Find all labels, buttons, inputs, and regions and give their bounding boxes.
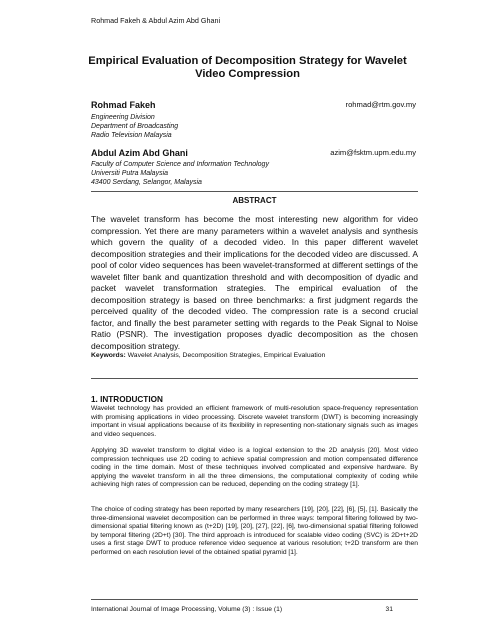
page-footer — [91, 606, 418, 613]
section-heading-introduction: 1. INTRODUCTION — [91, 395, 163, 404]
title-line-1: Empirical Evaluation of Decomposition Strategy for Wavelet — [88, 55, 407, 67]
intro-paragraph-3: The choice of coding strategy has been reported by many researchers [19], [20], [22], [6], [5], [1]. Basically the three-dimensional wavelet decomposition can be performed in three ways: temporal filtering followed by two-dimensional spatial filtering known as (t+2D) [19], [20], [27], [22], [6], two-dimensional spatial filtering followed by temporal filtering (2D+t) [30]. The third approach is introduced for scalable video coding (SVC) is 2D+t+2D uses a first stage DWT to produce reference video sequence at various resolution; t+2D transform are then performed on each resolution level of the obtained spatial pyramid [1]. — [91, 506, 418, 556]
affiliation-line: 43400 Serdang, Selangor, Malaysia — [91, 179, 202, 186]
intro-paragraph-1: Wavelet technology has provided an efficient framework of multi-resolution space-frequency representation with promising applications in video processing. Discrete wavelet transform (DWT) is becoming increasingly important in visual applications because of its flexibility in representing non-stationary signals such as images and video sequences. — [91, 405, 418, 438]
paper-title — [60, 55, 435, 81]
footer-rule — [91, 599, 418, 600]
affiliation-line: Universiti Putra Malaysia — [91, 170, 169, 177]
abstract-bottom-rule — [91, 378, 418, 379]
title-line-2: Video Compression — [195, 68, 300, 80]
running-head: Rohmad Fakeh & Abdul Azim Abd Ghani — [91, 16, 221, 25]
affiliation-line: Radio Television Malaysia — [91, 132, 172, 139]
abstract-heading: ABSTRACT — [232, 196, 277, 205]
affiliation-line: Department of Broadcasting — [91, 123, 179, 130]
journal-name: International Journal of Image Processing, Volume (3) : Issue (1) — [91, 606, 283, 613]
author-1-affiliation — [91, 113, 178, 140]
author-2-affiliation — [91, 160, 269, 187]
abstract-text: The wavelet transform has become the most interesting new algorithm for video compression. Yet there are many parameters within a wavelet analysis and synthesis which govern the quality of a decoded video. In this paper different wavelet decomposition strategies and their implications for the decoded video are discussed. A pool of color video sequences has been wavelet-transformed at different settings of the wavelet filter bank and quantization threshold and with decomposition of dyadic and packet wavelet transformation strategies. The empirical evaluation of the decomposition strategy is based on three benchmarks: a first judgment regards the perceived quality of the decoded video. The compression rate is a second crucial factor, and finally the best parameter setting with regards to the Peak Signal to Noise Ratio (PSNR). The investigation proposes dyadic decomposition as the chosen decomposition strategy. — [91, 214, 418, 352]
page-number: 31 — [385, 606, 393, 613]
keywords-text: Wavelet Analysis, Decomposition Strategies, Empirical Evaluation — [125, 352, 326, 359]
author-2-name: Abdul Azim Abd Ghani — [91, 148, 188, 158]
author-1-name: Rohmad Fakeh — [91, 100, 156, 110]
intro-paragraph-2: Applying 3D wavelet transform to digital video is a logical extension to the 2D analysis [20]. Most video compression techniques use 2D coding to achieve spatial compression and motion compensated difference coding in the time domain. Most of these techniques involved complicated and expensive hardware. By applying the wavelet transform in all the three dimensions, the computational complexity of coding while achieving high rates of compression can be reduced, depending on the coding strategy [1]. — [91, 447, 418, 488]
abstract-top-rule — [91, 191, 418, 192]
keywords-label: Keywords: — [91, 352, 126, 359]
keywords — [91, 352, 418, 359]
author-1-email[interactable]: rohmad@rtm.gov.my — [345, 100, 416, 109]
author-2-email[interactable]: azim@fsktm.upm.edu.my — [330, 148, 416, 157]
affiliation-line: Engineering Division — [91, 114, 155, 121]
affiliation-line: Faculty of Computer Science and Information Technology — [91, 161, 269, 168]
